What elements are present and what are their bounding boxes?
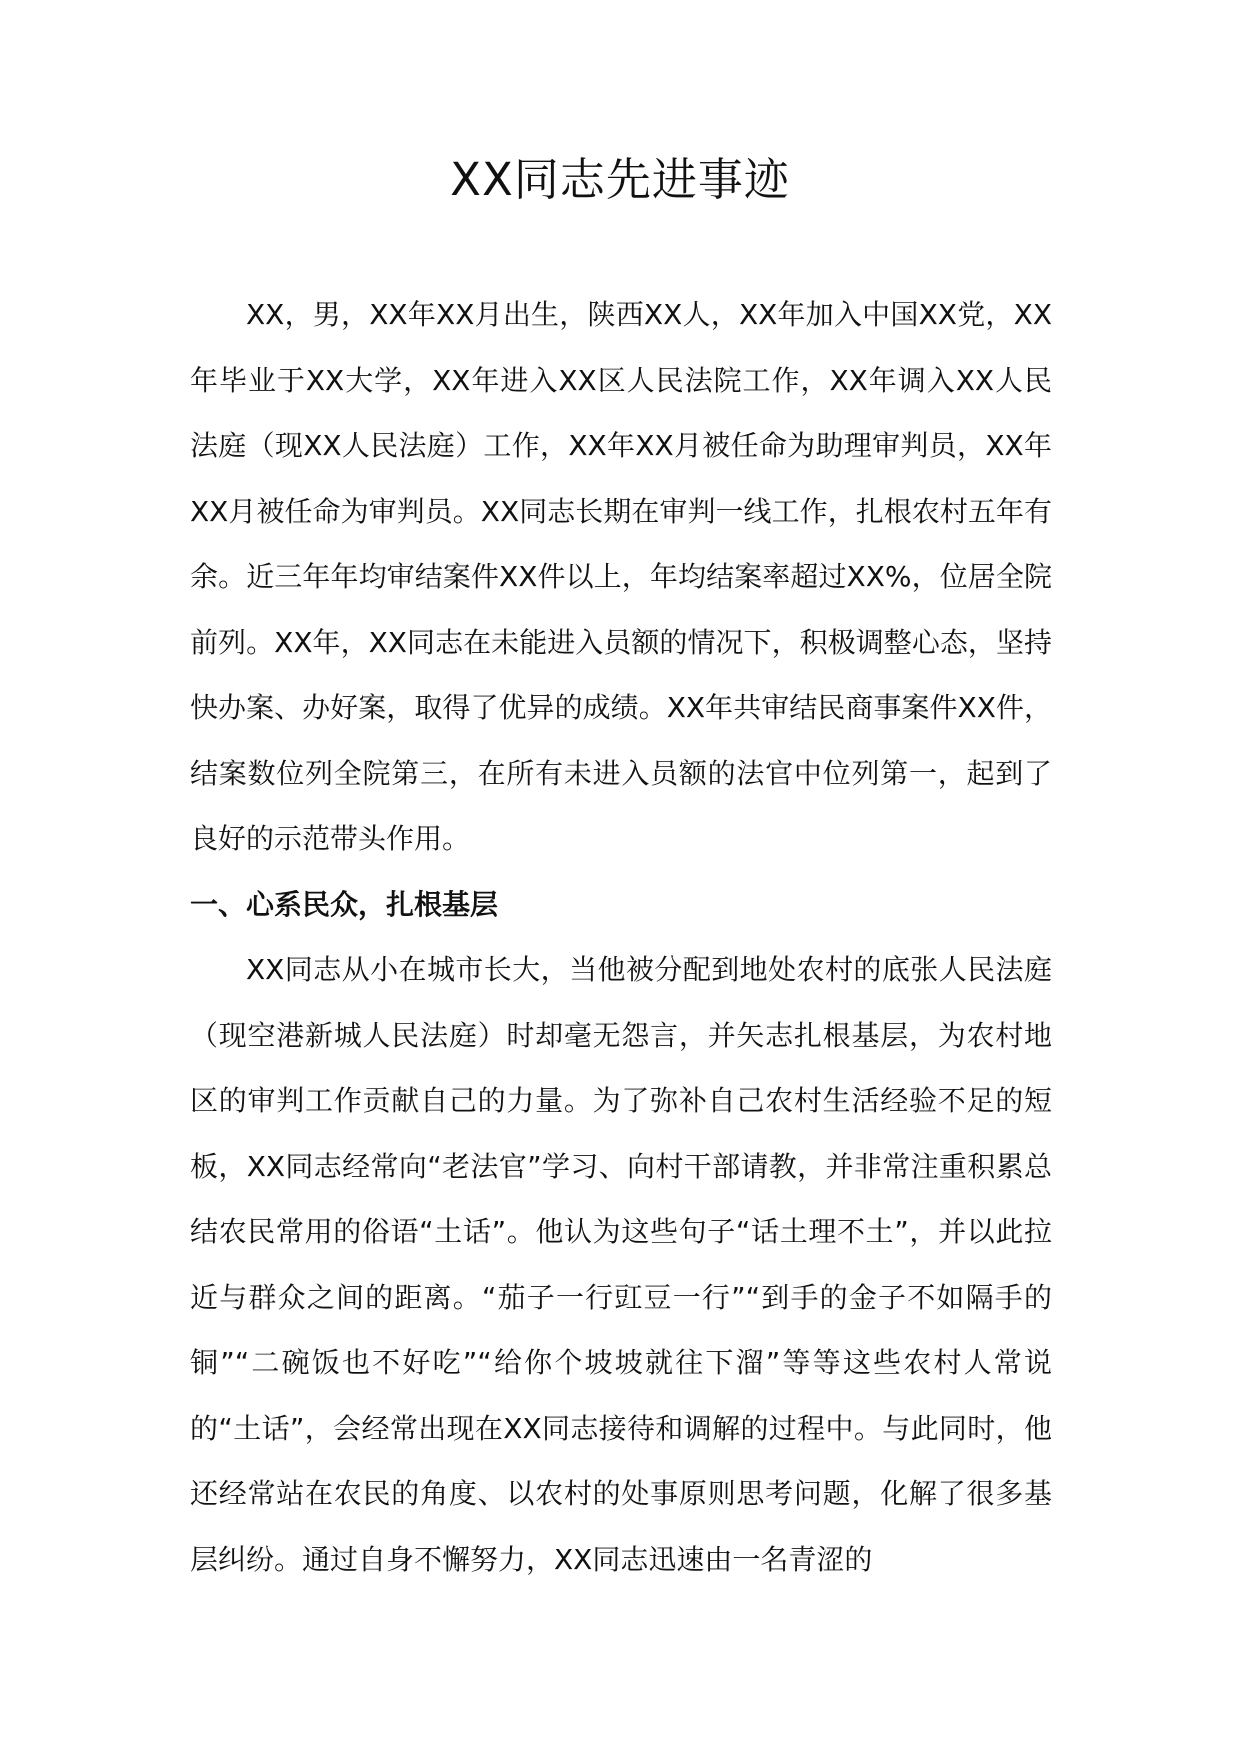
section-heading: 一、心系民众，扎根基层 — [190, 887, 499, 921]
document-title: XX同志先进事迹 — [450, 153, 790, 206]
intro-paragraph: XX，男，XX年XX月出生，陕西XX人，XX年加入中国XX党，XX年毕业于XX大学，XX年进入XX区人民法院工作，XX年调入XX人民法庭（现XX人民法庭）工作，XX年XX月被任命为助理审判员，XX年XX月被任命为审判员。XX同志长期在审判一线工作，扎根农村五年有余。近三年年均审结案件XX件以上，年均结案率超过XX%，位居全院前列。XX年，XX同志在未能进入员额的情况下，积极调整心态，坚持快办案、办好案，取得了优异的成绩。XX年共审结民商事案件XX件，结案数位列全院第三，在所有未进入员额的法官中位列第一，起到了良好的示范带头作用。 — [190, 298, 1052, 855]
section-paragraph: XX同志从小在城市长大，当他被分配到地处农村的底张人民法庭（现空港新城人民法庭）时却毫无怨言，并矢志扎根基层，为农村地区的审判工作贡献自己的力量。为了弥补自己农村生活经验不足的短板，XX同志经常向“老法官”学习、向村干部请教，并非常注重积累总结农民常用的俗语“土话”。他认为这些句子“话土理不土”，并以此拉近与群众之间的距离。“茄子一行豇豆一行”“到手的金子不如隔手的铜”“二碗饭也不好吃”“给你个坡坡就往下溜”等等这些农村人常说的“土话”，会经常出现在XX同志接待和调解的过程中。与此同时，他还经常站在农民的角度、以农村的处事原则思考问题，化解了很多基层纠纷。通过自身不懈努力，XX同志迅速由一名青涩的 — [190, 953, 1052, 1576]
document-body — [190, 282, 1052, 1592]
